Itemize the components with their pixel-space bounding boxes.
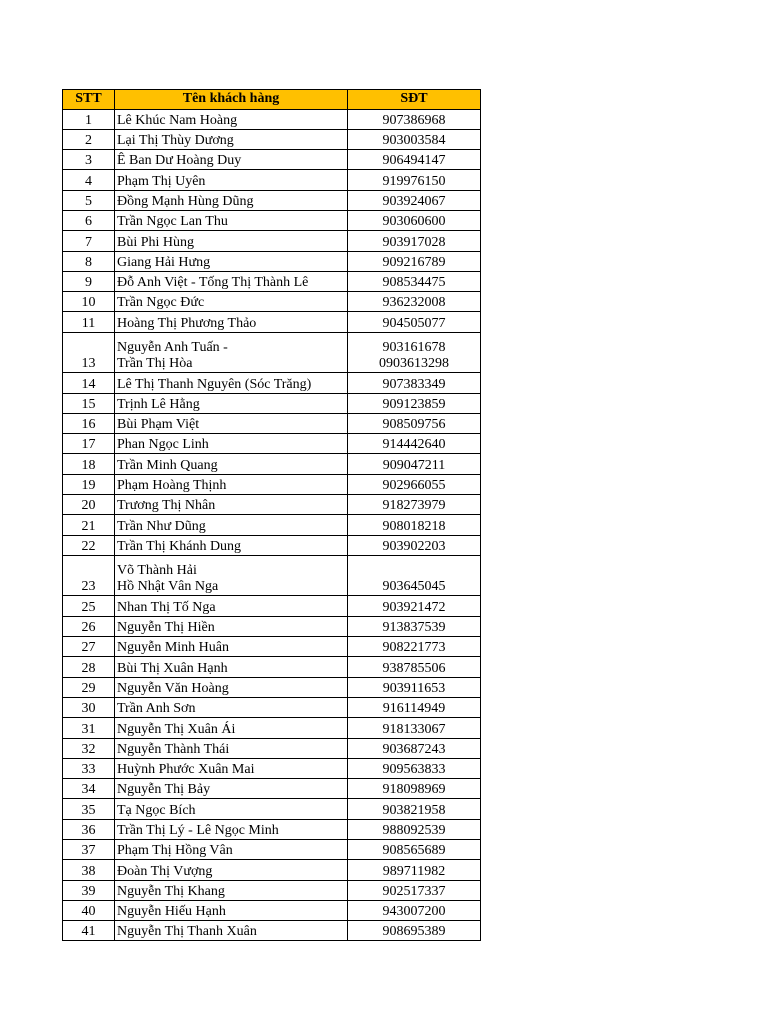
customer-name-line: Bùi Phi Hùng <box>117 234 195 250</box>
cell-phone <box>348 271 481 291</box>
table-row <box>63 535 481 555</box>
cell-phone <box>348 880 481 900</box>
cell-customer-name <box>115 718 348 738</box>
cell-phone <box>348 900 481 920</box>
cell-customer-name <box>115 231 348 251</box>
customer-name-line: Trần Như Dũng <box>117 518 206 534</box>
header-stt: STT <box>63 90 115 110</box>
phone-line: 903645045 <box>382 579 446 595</box>
cell-customer-name <box>115 434 348 454</box>
phone-line: 903687243 <box>382 741 446 757</box>
cell-customer-name <box>115 129 348 149</box>
cell-phone <box>348 555 481 596</box>
cell-stt: 13 <box>63 332 115 373</box>
cell-customer-name <box>115 596 348 616</box>
phone-line: 918273979 <box>382 498 446 514</box>
phone-line: 908695389 <box>382 924 446 940</box>
phone-line: 903911653 <box>382 680 446 696</box>
customer-name-line: Ê Ban Dư Hoàng Duy <box>117 153 242 169</box>
cell-phone <box>348 616 481 636</box>
cell-customer-name <box>115 474 348 494</box>
cell-customer-name <box>115 555 348 596</box>
cell-customer-name <box>115 413 348 433</box>
cell-phone <box>348 170 481 190</box>
cell-stt: 18 <box>63 454 115 474</box>
cell-customer-name <box>115 515 348 535</box>
cell-stt: 8 <box>63 251 115 271</box>
cell-phone <box>348 251 481 271</box>
table-row <box>63 880 481 900</box>
phone-line: 916114949 <box>382 701 446 717</box>
table-row <box>63 718 481 738</box>
cell-phone <box>348 779 481 799</box>
customer-name-line: Phạm Thị Uyên <box>117 173 206 189</box>
cell-stt: 10 <box>63 292 115 312</box>
phone-line: 908534475 <box>382 275 446 291</box>
cell-customer-name <box>115 170 348 190</box>
table-row <box>63 555 481 596</box>
cell-phone <box>348 292 481 312</box>
cell-phone <box>348 840 481 860</box>
phone-line: 914442640 <box>382 437 446 453</box>
phone-line: 909123859 <box>382 396 446 412</box>
cell-customer-name <box>115 900 348 920</box>
customer-name-line: Nguyễn Minh Huân <box>117 640 229 656</box>
table-row <box>63 637 481 657</box>
cell-stt: 23 <box>63 555 115 596</box>
customer-name-line: Lê Khúc Nam Hoàng <box>117 112 238 128</box>
customer-name-line: Đoàn Thị Vượng <box>117 863 213 879</box>
cell-phone <box>348 312 481 332</box>
customer-table <box>62 89 481 941</box>
customer-name-line: Đỗ Anh Việt - Tống Thị Thành Lê <box>117 275 309 291</box>
cell-stt: 31 <box>63 718 115 738</box>
cell-phone <box>348 738 481 758</box>
table-row <box>63 170 481 190</box>
cell-stt: 40 <box>63 900 115 920</box>
phone-line: 903003584 <box>382 133 446 149</box>
customer-name-line: Trần Ngọc Đức <box>117 295 205 311</box>
cell-stt: 15 <box>63 393 115 413</box>
table-row <box>63 129 481 149</box>
phone-line: 907383349 <box>382 376 446 392</box>
cell-phone <box>348 860 481 880</box>
cell-stt: 9 <box>63 271 115 291</box>
cell-stt: 4 <box>63 170 115 190</box>
cell-customer-name <box>115 150 348 170</box>
phone-line: 918098969 <box>382 782 446 798</box>
cell-customer-name <box>115 109 348 129</box>
cell-phone <box>348 454 481 474</box>
customer-name-line: Nguyễn Hiếu Hạnh <box>117 904 226 920</box>
cell-stt: 34 <box>63 779 115 799</box>
cell-stt: 37 <box>63 840 115 860</box>
cell-phone <box>348 495 481 515</box>
phone-line: 918133067 <box>382 721 446 737</box>
customer-name-line: Trần Thị Khánh Dung <box>117 538 242 554</box>
cell-stt: 29 <box>63 677 115 697</box>
table-row <box>63 738 481 758</box>
cell-customer-name <box>115 190 348 210</box>
cell-stt: 26 <box>63 616 115 636</box>
phone-line: 989711982 <box>382 863 446 879</box>
table-row <box>63 474 481 494</box>
customer-name-line: Võ Thành Hải <box>117 563 197 579</box>
cell-stt: 27 <box>63 637 115 657</box>
cell-phone <box>348 535 481 555</box>
cell-customer-name <box>115 210 348 230</box>
customer-name-line: Trần Minh Quang <box>117 457 218 473</box>
cell-customer-name <box>115 657 348 677</box>
cell-stt: 21 <box>63 515 115 535</box>
customer-name-line: Nguyễn Thành Thái <box>117 741 230 757</box>
cell-stt: 2 <box>63 129 115 149</box>
phone-line: 909047211 <box>382 457 446 473</box>
phone-line: 988092539 <box>382 823 446 838</box>
customer-name-line: Bùi Phạm Việt <box>117 417 200 433</box>
cell-phone <box>348 819 481 839</box>
cell-stt: 1 <box>63 109 115 129</box>
table-row <box>63 109 481 129</box>
customer-name-line: Nguyễn Thị Xuân Ái <box>117 721 236 737</box>
cell-customer-name <box>115 332 348 373</box>
cell-customer-name <box>115 454 348 474</box>
cell-customer-name <box>115 819 348 839</box>
phone-line: 909216789 <box>382 254 446 270</box>
customer-name-line: Nguyễn Văn Hoàng <box>117 680 229 696</box>
table-row <box>63 251 481 271</box>
customer-name-line: Trần Anh Sơn <box>117 701 196 717</box>
customer-name-line: Phạm Thị Hồng Vân <box>117 843 233 859</box>
cell-stt: 14 <box>63 373 115 393</box>
customer-name-line: Huỳnh Phước Xuân Mai <box>117 762 255 778</box>
cell-phone <box>348 515 481 535</box>
customer-name-line: Nguyễn Thị Bảy <box>117 782 211 798</box>
cell-customer-name <box>115 880 348 900</box>
customer-name-line: Hồ Nhật Vân Nga <box>117 579 219 595</box>
table-row <box>63 657 481 677</box>
cell-phone <box>348 474 481 494</box>
cell-customer-name <box>115 758 348 778</box>
phone-line: 908221773 <box>382 640 446 656</box>
table-row <box>63 413 481 433</box>
cell-phone <box>348 393 481 413</box>
cell-customer-name <box>115 393 348 413</box>
table-row <box>63 596 481 616</box>
phone-line: 903917028 <box>382 234 446 250</box>
customer-name-line: Đồng Mạnh Hùng Dũng <box>117 193 254 209</box>
phone-line: 943007200 <box>382 904 446 920</box>
customer-name-line: Trần Thị Hòa <box>117 356 193 372</box>
cell-stt: 5 <box>63 190 115 210</box>
cell-stt: 30 <box>63 697 115 717</box>
table-row <box>63 840 481 860</box>
cell-customer-name <box>115 535 348 555</box>
cell-phone <box>348 718 481 738</box>
table-row <box>63 799 481 819</box>
phone-line: 902517337 <box>382 883 446 899</box>
cell-customer-name <box>115 292 348 312</box>
cell-phone <box>348 413 481 433</box>
cell-stt: 20 <box>63 495 115 515</box>
cell-phone <box>348 799 481 819</box>
cell-phone <box>348 758 481 778</box>
table-row <box>63 697 481 717</box>
cell-stt: 28 <box>63 657 115 677</box>
cell-phone <box>348 150 481 170</box>
header-customer-name: Tên khách hàng <box>115 90 348 110</box>
phone-line: 903161678 <box>382 340 446 356</box>
cell-stt: 22 <box>63 535 115 555</box>
cell-stt: 39 <box>63 880 115 900</box>
cell-phone <box>348 231 481 251</box>
customer-name-line: Lê Thị Thanh Nguyên (Sóc Trăng) <box>117 376 312 392</box>
table-row <box>63 271 481 291</box>
phone-line: 907386968 <box>382 112 446 128</box>
table-row <box>63 779 481 799</box>
cell-phone <box>348 637 481 657</box>
customer-name-line: Trần Ngọc Lan Thu <box>117 214 228 230</box>
cell-stt: 16 <box>63 413 115 433</box>
table-row <box>63 210 481 230</box>
customer-name-line: Nguyễn Thị Thanh Xuân <box>117 924 257 940</box>
cell-customer-name <box>115 738 348 758</box>
cell-customer-name <box>115 921 348 941</box>
table-row <box>63 332 481 373</box>
cell-phone <box>348 332 481 373</box>
table-row <box>63 515 481 535</box>
phone-line: 0903613298 <box>379 356 449 372</box>
phone-line: 903821958 <box>382 802 446 818</box>
cell-stt: 6 <box>63 210 115 230</box>
table-row <box>63 393 481 413</box>
cell-phone <box>348 109 481 129</box>
table-row <box>63 190 481 210</box>
cell-customer-name <box>115 616 348 636</box>
cell-customer-name <box>115 860 348 880</box>
cell-phone <box>348 434 481 454</box>
table-row <box>63 819 481 839</box>
cell-stt: 33 <box>63 758 115 778</box>
customer-name-line: Hoàng Thị Phương Thảo <box>117 315 257 331</box>
table-row <box>63 616 481 636</box>
table-row <box>63 900 481 920</box>
cell-customer-name <box>115 779 348 799</box>
header-phone: SĐT <box>348 90 481 110</box>
customer-name-line: Phạm Hoàng Thịnh <box>117 478 227 494</box>
cell-phone <box>348 921 481 941</box>
table-header <box>63 90 481 110</box>
cell-customer-name <box>115 677 348 697</box>
phone-line: 908565689 <box>382 843 446 859</box>
table-row <box>63 758 481 778</box>
cell-customer-name <box>115 251 348 271</box>
phone-line: 936232008 <box>382 295 446 311</box>
cell-stt: 25 <box>63 596 115 616</box>
phone-line: 908509756 <box>382 417 446 433</box>
table-row <box>63 373 481 393</box>
table-row <box>63 677 481 697</box>
customer-name-line: Nhan Thị Tố Nga <box>117 599 216 615</box>
customer-name-line: Giang Hải Hưng <box>117 254 211 270</box>
table-row <box>63 860 481 880</box>
table-row <box>63 292 481 312</box>
cell-customer-name <box>115 637 348 657</box>
customer-name-line: Trần Thị Lý - Lê Ngọc Minh <box>117 823 279 838</box>
customer-name-line: Nguyễn Anh Tuấn - <box>117 340 228 356</box>
cell-stt: 11 <box>63 312 115 332</box>
customer-name-line: Nguyễn Thị Khang <box>117 883 225 899</box>
cell-customer-name <box>115 697 348 717</box>
cell-stt: 35 <box>63 799 115 819</box>
cell-phone <box>348 190 481 210</box>
phone-line: 909563833 <box>382 762 446 778</box>
customer-name-line: Lại Thị Thùy Dương <box>117 133 234 149</box>
phone-line: 903921472 <box>382 599 446 615</box>
phone-line: 904505077 <box>382 315 446 331</box>
cell-customer-name <box>115 840 348 860</box>
cell-stt: 7 <box>63 231 115 251</box>
phone-line: 938785506 <box>382 660 446 676</box>
table-row <box>63 231 481 251</box>
cell-stt: 41 <box>63 921 115 941</box>
cell-stt: 38 <box>63 860 115 880</box>
phone-line: 908018218 <box>382 518 446 534</box>
cell-phone <box>348 373 481 393</box>
customer-name-line: Bùi Thị Xuân Hạnh <box>117 660 228 676</box>
phone-line: 919976150 <box>382 173 446 189</box>
cell-stt: 32 <box>63 738 115 758</box>
cell-phone <box>348 129 481 149</box>
table-row <box>63 150 481 170</box>
cell-phone <box>348 697 481 717</box>
cell-phone <box>348 657 481 677</box>
phone-line: 903060600 <box>382 214 446 230</box>
customer-name-line: Phan Ngọc Linh <box>117 437 209 453</box>
phone-line: 906494147 <box>382 153 446 169</box>
customer-name-line: Nguyễn Thị Hiền <box>117 620 215 636</box>
customer-name-line: Tạ Ngọc Bích <box>117 802 196 818</box>
cell-stt: 36 <box>63 819 115 839</box>
cell-stt: 19 <box>63 474 115 494</box>
phone-line: 903924067 <box>382 193 446 209</box>
cell-customer-name <box>115 495 348 515</box>
table-row <box>63 921 481 941</box>
table-body <box>63 109 481 941</box>
customer-name-line: Trương Thị Nhân <box>117 498 216 514</box>
cell-customer-name <box>115 271 348 291</box>
cell-customer-name <box>115 799 348 819</box>
phone-line: 903902203 <box>382 538 446 554</box>
cell-phone <box>348 210 481 230</box>
cell-stt: 17 <box>63 434 115 454</box>
cell-customer-name <box>115 312 348 332</box>
phone-line: 902966055 <box>382 478 446 494</box>
table-row <box>63 312 481 332</box>
table-row <box>63 454 481 474</box>
table-row <box>63 495 481 515</box>
customer-name-line: Trịnh Lê Hằng <box>117 396 200 412</box>
cell-customer-name <box>115 373 348 393</box>
cell-stt: 3 <box>63 150 115 170</box>
phone-line: 913837539 <box>382 620 446 636</box>
cell-phone <box>348 677 481 697</box>
header-row <box>63 90 481 110</box>
table-row <box>63 434 481 454</box>
cell-phone <box>348 596 481 616</box>
